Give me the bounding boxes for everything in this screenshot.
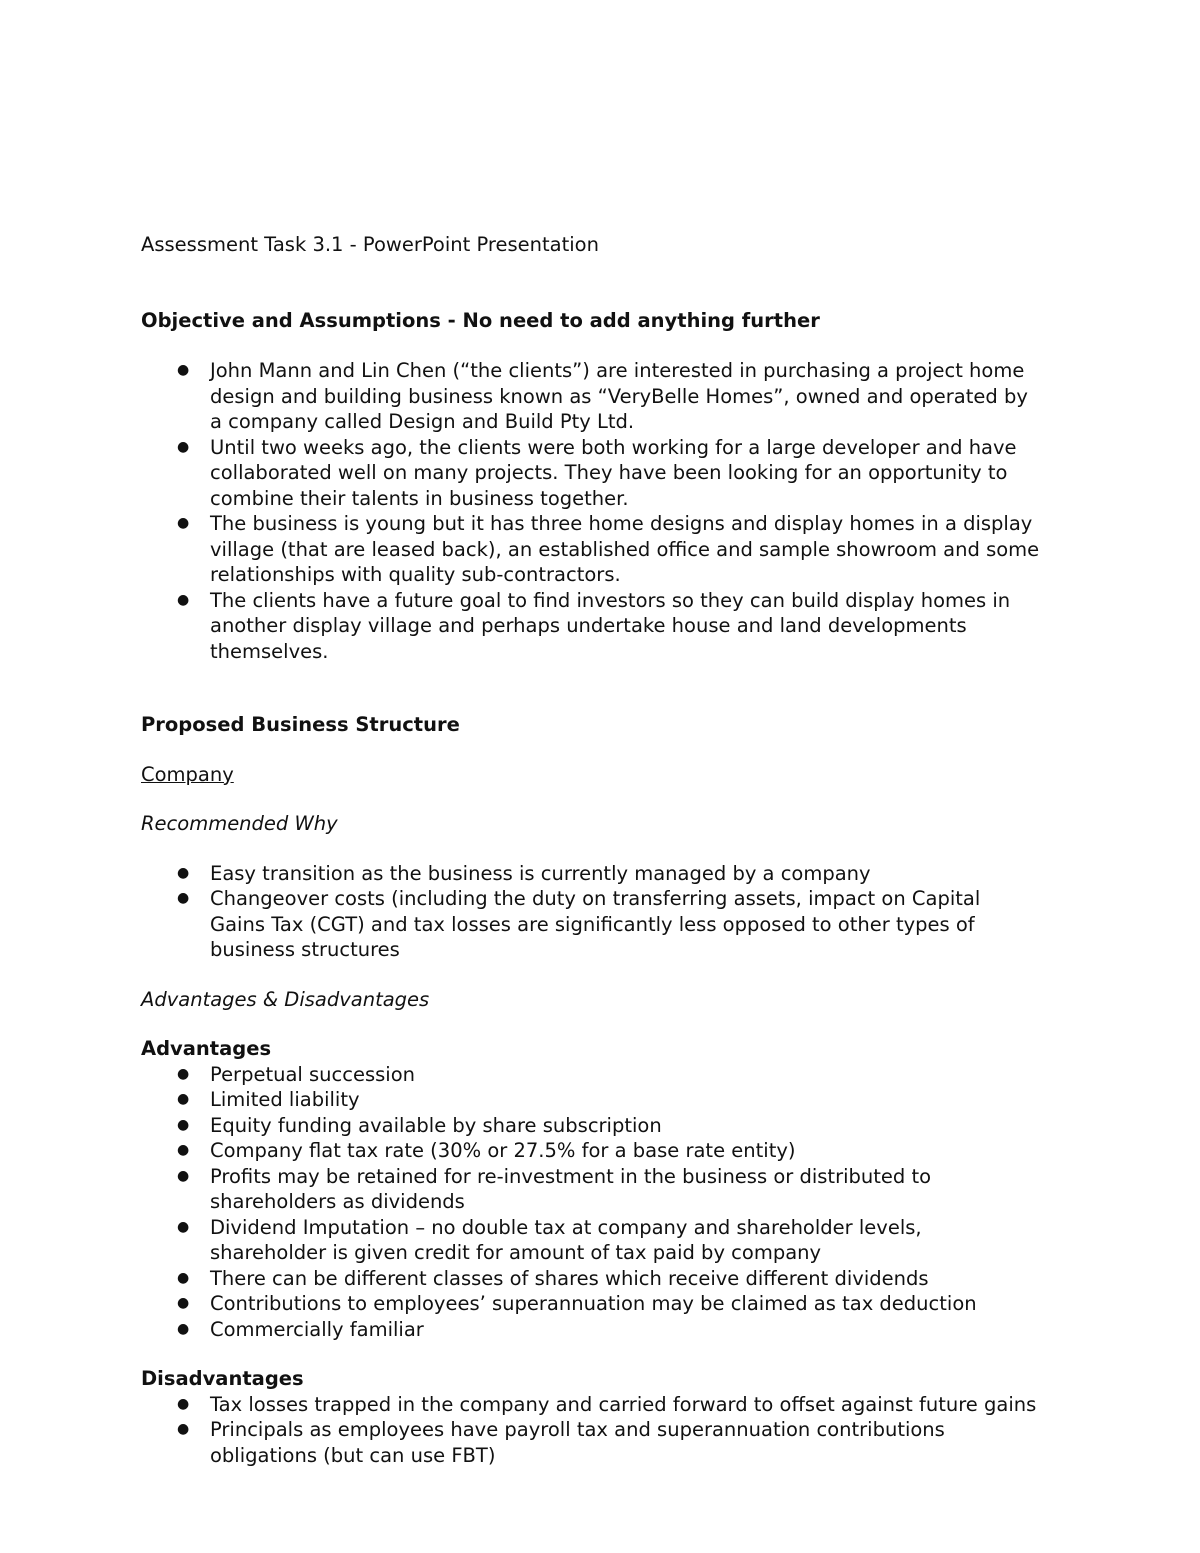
spacer (141, 738, 1041, 762)
list-item: ● The clients have a future goal to find investors so they can build display homes in another display village and perhaps undertake house and land developments themselves. (141, 588, 1041, 665)
list-item: ● Perpetual succession (141, 1062, 1041, 1088)
objective-heading: Objective and Assumptions - No need to add anything further (141, 308, 820, 332)
list-item: ● The business is young but it has three home designs and display homes in a display village (that are leased back), an established office and sample showroom and some relationships with quality sub-contractors. (141, 511, 1041, 588)
list-item: ● Until two weeks ago, the clients were both working for a large developer and have collaborated well on many projects. They have been looking for an opportunity to combine their talents in business together. (141, 435, 1041, 512)
list-item: ● Tax losses trapped in the company and carried forward to offset against future gains (141, 1392, 1041, 1418)
spacer (141, 1342, 1041, 1366)
why-list (141, 861, 1041, 963)
recommended-why-heading: Recommended Why (141, 812, 338, 835)
spacer (141, 258, 1041, 308)
structure-type: Company (141, 762, 234, 786)
document-page (141, 232, 1041, 1468)
list-item: ● Equity funding available by share subscription (141, 1113, 1041, 1139)
list-item: ● Company flat tax rate (30% or 27.5% for a base rate entity) (141, 1138, 1041, 1164)
structure-heading: Proposed Business Structure (141, 713, 460, 736)
spacer (141, 1012, 1041, 1036)
adv-disadv-heading: Advantages & Disadvantages (141, 987, 430, 1011)
list-item: ● Commercially familiar (141, 1317, 1041, 1343)
list-item: ● Principals as employees have payroll tax and superannuation contributions obligations (but can use FBT) (141, 1417, 1041, 1468)
spacer (141, 333, 1041, 358)
spacer (141, 664, 1041, 712)
list-item: ● Changeover costs (including the duty on transferring assets, impact on Capital Gains Tax (CGT) and tax losses are significantly less opposed to other types of business structures (141, 886, 1041, 963)
disadvantages-list (141, 1392, 1041, 1469)
objective-list (141, 358, 1041, 664)
list-item: ● Dividend Imputation – no double tax at company and shareholder levels, shareholder is given credit for amount of tax paid by company (141, 1215, 1041, 1266)
list-item: ● Limited liability (141, 1087, 1041, 1113)
advantages-list (141, 1062, 1041, 1343)
spacer (141, 787, 1041, 811)
list-item: ● Profits may be retained for re-investment in the business or distributed to shareholders as dividends (141, 1164, 1041, 1215)
list-item: ● Contributions to employees’ superannuation may be claimed as tax deduction (141, 1291, 1041, 1317)
list-item: ● Easy transition as the business is currently managed by a company (141, 861, 1041, 887)
document-title: Assessment Task 3.1 - PowerPoint Presentation (141, 233, 599, 256)
list-item: ● There can be different classes of shares which receive different dividends (141, 1266, 1041, 1292)
spacer (141, 963, 1041, 987)
advantages-heading: Advantages (141, 1037, 272, 1060)
disadvantages-heading: Disadvantages (141, 1367, 304, 1390)
list-item: ● John Mann and Lin Chen (“the clients”) are interested in purchasing a project home design and building business known as “VeryBelle Homes”, owned and operated by a company called Design and Build Pty Ltd. (141, 358, 1041, 435)
spacer (141, 837, 1041, 861)
